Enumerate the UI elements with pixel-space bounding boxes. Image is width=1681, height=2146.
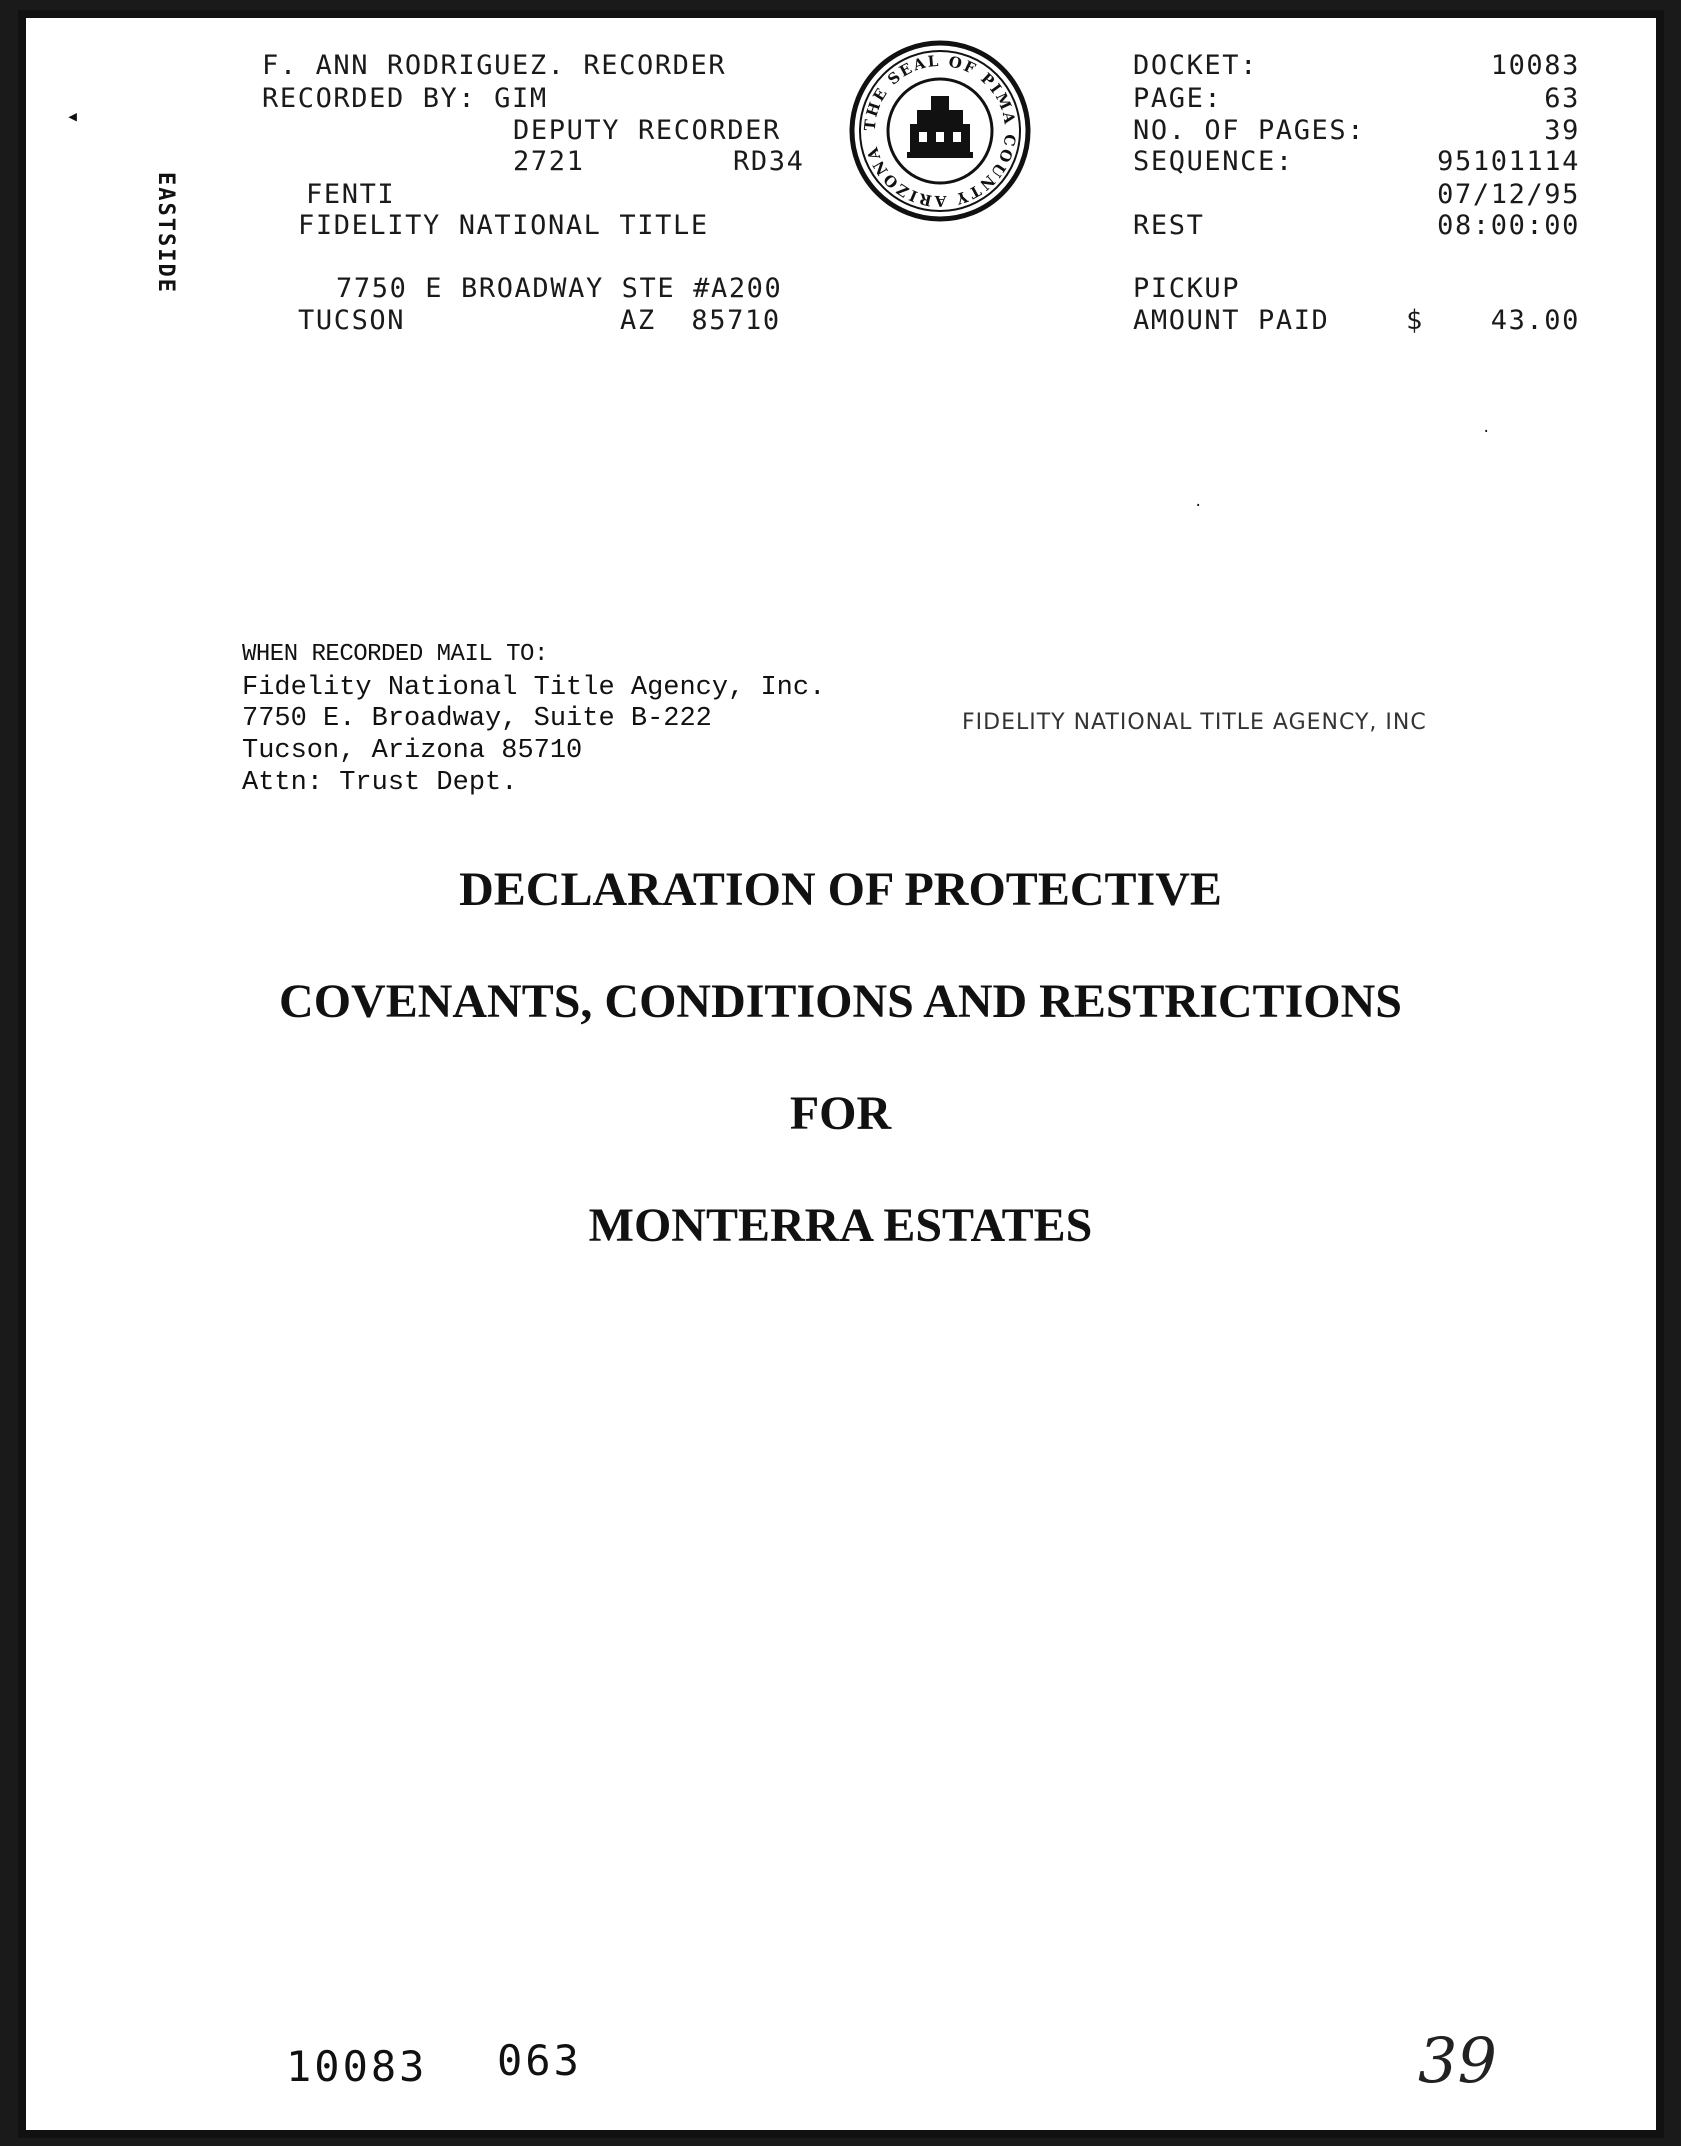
county-seal-icon [845, 36, 1035, 226]
sequence-label: SEQUENCE: [1133, 146, 1294, 177]
amount-value: 43.00 [1490, 305, 1580, 336]
city: TUCSON [298, 305, 406, 336]
mail-to-line3: Tucson, Arizona 85710 [242, 736, 583, 766]
footer-docket: 10083 [286, 2042, 428, 2091]
dollar-sign: $ [1406, 305, 1424, 336]
page-label: PAGE: [1133, 83, 1223, 114]
document-title-line2: COVENANTS, CONDITIONS AND RESTRICTIONS [279, 975, 1402, 1028]
fidelity-name: FIDELITY NATIONAL TITLE [298, 210, 709, 241]
recorder-line: F. ANN RODRIGUEZ. RECORDER [262, 50, 727, 81]
deputy-recorder-line: DEPUTY RECORDER [513, 115, 781, 146]
rest-label: REST [1133, 210, 1205, 241]
document-title-line4: MONTERRA ESTATES [588, 1199, 1093, 1252]
state-zip: AZ 85710 [620, 305, 781, 336]
address-line: 7750 E BROADWAY STE #A200 [336, 273, 783, 304]
code-right: RD34 [733, 146, 805, 177]
seal-text: THE SEAL OF PIMA COUNTY ARIZONA [860, 51, 1020, 211]
time-value: 08:00:00 [1437, 210, 1580, 241]
pages-value: 39 [1544, 115, 1580, 146]
title-agency-stamp: FIDELITY NATIONAL TITLE AGENCY, INC [962, 710, 1427, 735]
vertical-stamp: EASTSIDE [153, 172, 178, 294]
document-title-line3: FOR [789, 1087, 892, 1140]
docket-label: DOCKET: [1133, 50, 1258, 81]
scan-speck: ◂ [66, 104, 80, 129]
scan-speck: · [1482, 424, 1491, 440]
handwritten-page-count: 39 [1418, 2024, 1497, 2097]
mail-to-line4: Attn: Trust Dept. [242, 768, 518, 798]
sequence-value: 95101114 [1437, 146, 1580, 177]
mail-to-line2: 7750 E. Broadway, Suite B-222 [242, 704, 712, 734]
footer-page: 063 [497, 2036, 582, 2085]
scan-border-left [0, 0, 28, 2146]
mail-to-heading: WHEN RECORDED MAIL TO: [242, 641, 548, 668]
mail-to-line1: Fidelity National Title Agency, Inc. [242, 673, 826, 703]
pages-label: NO. OF PAGES: [1133, 115, 1366, 146]
amount-label: AMOUNT PAID [1133, 305, 1330, 336]
code-left: 2721 [513, 146, 585, 177]
scan-speck: · [1194, 498, 1203, 514]
fenti-code: FENTI [306, 179, 396, 210]
pickup-label: PICKUP [1133, 273, 1241, 304]
page-value: 63 [1544, 83, 1580, 114]
recorded-by-line: RECORDED BY: GIM [262, 83, 548, 114]
docket-value: 10083 [1490, 50, 1580, 81]
date-value: 07/12/95 [1437, 179, 1580, 210]
document-title-line1: DECLARATION OF PROTECTIVE [459, 863, 1222, 916]
scan-border-right [1657, 0, 1681, 2146]
